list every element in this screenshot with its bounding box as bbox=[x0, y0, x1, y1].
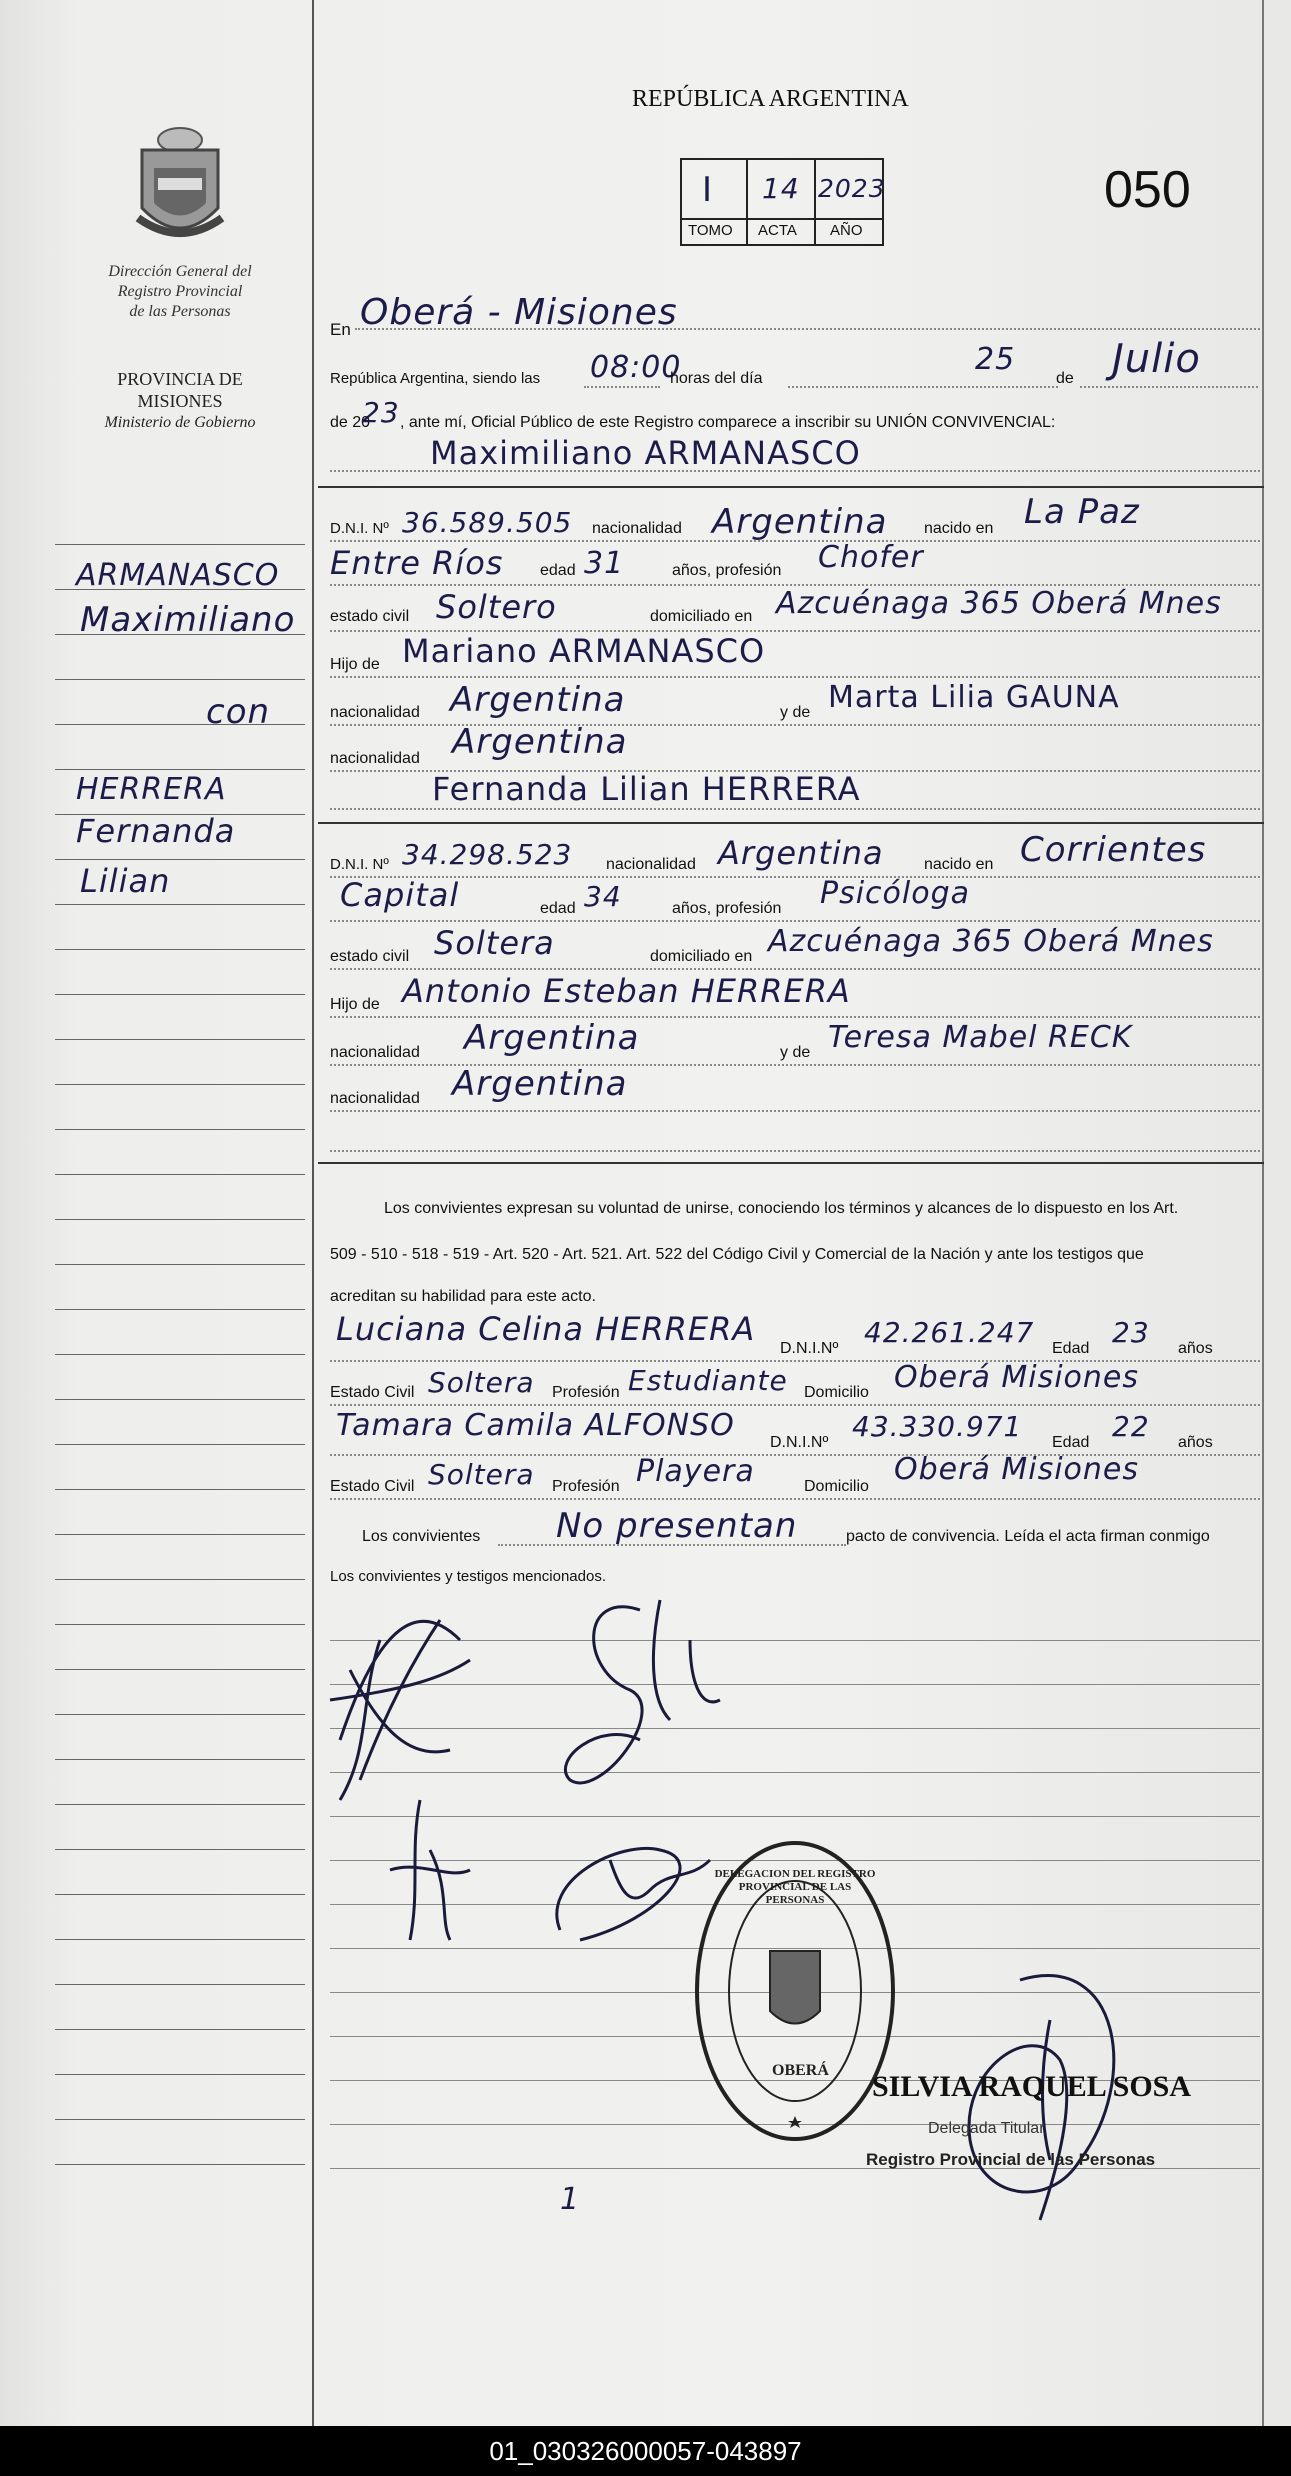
p2-father-nac-label: nacionalidad bbox=[330, 1044, 420, 1061]
misiones-crest-icon bbox=[130, 118, 230, 253]
record-box bbox=[680, 158, 884, 246]
p2-prof-label: años, profesión bbox=[672, 900, 782, 917]
p1-father-nac-label: nacionalidad bbox=[330, 704, 420, 721]
p1-father: Mariano ARMANASCO bbox=[402, 632, 766, 670]
acta-label: ACTA bbox=[758, 222, 797, 239]
p2-civil-label: estado civil bbox=[330, 948, 410, 965]
w2-name: Tamara Camila ALFONSO bbox=[336, 1408, 735, 1443]
p2-father-nationality: Argentina bbox=[464, 1018, 640, 1058]
p2-civil: Soltera bbox=[434, 924, 555, 962]
margin-rule bbox=[55, 1174, 305, 1175]
margin-name-4: Fernanda bbox=[76, 812, 236, 850]
p2-profession: Psicóloga bbox=[820, 876, 971, 911]
margin-rule bbox=[55, 544, 305, 545]
margin-rule bbox=[55, 859, 305, 860]
margin-rule bbox=[55, 1669, 305, 1670]
margin-rule bbox=[55, 1309, 305, 1310]
seal-ring-text: DELEGACION DEL REGISTRO PROVINCIAL DE LAS PERSONAS bbox=[714, 1868, 876, 1906]
margin-rule bbox=[55, 1894, 305, 1895]
signature-convivient-1 bbox=[320, 1580, 480, 1810]
p2-address: Azcuénaga 365 Oberá Mnes bbox=[768, 924, 1214, 959]
place-value: Oberá - Misiones bbox=[360, 292, 678, 333]
margin-rule bbox=[55, 1444, 305, 1445]
p2-nac-label: nacionalidad bbox=[606, 856, 696, 873]
p1-age: 31 bbox=[584, 546, 625, 581]
margin-name-2: Maximiliano bbox=[80, 600, 296, 640]
p1-mother-nac-label: nacionalidad bbox=[330, 750, 420, 767]
w2-civil-label: Estado Civil bbox=[330, 1478, 415, 1495]
margin-rule bbox=[55, 1939, 305, 1940]
margin-rule bbox=[55, 2029, 305, 2030]
w1-dom-label: Domicilio bbox=[804, 1384, 869, 1401]
w2-dom-label: Domicilio bbox=[804, 1478, 869, 1495]
closing-line-2: Los convivientes y testigos mencionados. bbox=[330, 1568, 606, 1585]
de20-label: de 20 bbox=[330, 414, 371, 431]
bottom-mark: 1 bbox=[560, 2182, 581, 2217]
official-title: Delegada Titular bbox=[928, 2120, 1045, 2137]
month-value: Julio bbox=[1112, 336, 1201, 382]
pact-value: No presentan bbox=[556, 1506, 798, 1546]
margin-rule bbox=[55, 949, 305, 950]
margin-rule bbox=[55, 904, 305, 905]
acta-value: 14 bbox=[762, 172, 800, 205]
w2-dni-label: D.N.I.Nº bbox=[770, 1434, 829, 1451]
anio-value: 2023 bbox=[818, 174, 886, 203]
margin-rule bbox=[55, 2164, 305, 2165]
margin-rule bbox=[55, 994, 305, 995]
w1-civil: Soltera bbox=[428, 1366, 535, 1399]
p2-hijo-label: Hijo de bbox=[330, 996, 380, 1013]
province-line: PROVINCIA DE bbox=[117, 369, 243, 389]
margin-rule bbox=[55, 1219, 305, 1220]
margin-rule bbox=[55, 1579, 305, 1580]
margin-rule bbox=[55, 1039, 305, 1040]
p2-birthplace-b: Capital bbox=[340, 876, 460, 914]
p2-dni-label: D.N.I. Nº bbox=[330, 856, 389, 873]
margin-rule bbox=[55, 1804, 305, 1805]
republica-label: República Argentina, siendo las bbox=[330, 370, 541, 387]
p1-dom-label: domiciliado en bbox=[650, 608, 753, 625]
margin-rule bbox=[55, 1984, 305, 1985]
p1-yde-label: y de bbox=[780, 704, 811, 721]
w1-profession: Estudiante bbox=[628, 1364, 788, 1397]
margin-divider bbox=[312, 0, 314, 2426]
right-edge-rule bbox=[1262, 0, 1264, 2426]
w2-prof-label: Profesión bbox=[552, 1478, 620, 1495]
scan-identifier: 01_030326000057-043897 bbox=[0, 2426, 1291, 2476]
p1-mother-nationality: Argentina bbox=[452, 722, 628, 762]
margin-rule bbox=[55, 1399, 305, 1400]
p1-profession: Chofer bbox=[818, 540, 924, 575]
p2-dom-label: domiciliado en bbox=[650, 948, 753, 965]
w2-edad-label: Edad bbox=[1052, 1434, 1090, 1451]
w1-age: 23 bbox=[1112, 1316, 1150, 1349]
margin-connector: con bbox=[206, 692, 271, 732]
horas-label: horas del día bbox=[670, 370, 763, 387]
p1-dni-label: D.N.I. Nº bbox=[330, 520, 389, 537]
margin-rule bbox=[55, 1489, 305, 1490]
p2-nacido-label: nacido en bbox=[924, 856, 994, 873]
p2-dni-value: 34.298.523 bbox=[402, 838, 573, 871]
p1-nacido-label: nacido en bbox=[924, 520, 994, 537]
official-name: SILVIA RAQUEL SOSA bbox=[872, 2070, 1192, 2103]
statement-text: , ante mí, Oficial Público de este Registro comparece a inscribir su UNIÓN CONVIVENCIAL: bbox=[400, 414, 1056, 431]
tomo-value: I bbox=[702, 170, 714, 210]
legal-line-2: 509 - 510 - 518 - 519 - Art. 520 - Art. 521. Art. 522 del Código Civil y Comercial de la Nación y ante los testigos que bbox=[330, 1246, 1144, 1263]
p1-nationality: Argentina bbox=[712, 502, 888, 542]
p1-dni-value: 36.589.505 bbox=[402, 506, 573, 539]
office-line: de las Personas bbox=[129, 303, 231, 320]
margin-rule bbox=[55, 1354, 305, 1355]
margin-rule bbox=[55, 2119, 305, 2120]
p1-edad-label: edad bbox=[540, 562, 576, 579]
p1-address: Azcuénaga 365 Oberá Mnes bbox=[776, 586, 1222, 621]
p2-father: Antonio Esteban HERRERA bbox=[402, 972, 851, 1010]
p2-mother-nationality: Argentina bbox=[452, 1064, 628, 1104]
margin-rule bbox=[55, 1714, 305, 1715]
legal-line-1: Los convivientes expresan su voluntad de unirse, conociendo los términos y alcances de lo dispuesto en los Art. bbox=[384, 1200, 1179, 1217]
pact-suffix: pacto de convivencia. Leída el acta firman conmigo bbox=[846, 1528, 1210, 1545]
year-value: 23 bbox=[362, 396, 400, 429]
ministry-line: Ministerio de Gobierno bbox=[104, 414, 256, 431]
office-line: Registro Provincial bbox=[117, 283, 243, 300]
p1-mother: Marta Lilia GAUNA bbox=[828, 680, 1120, 715]
p1-civil: Soltero bbox=[436, 588, 557, 626]
republic-heading: REPÚBLICA ARGENTINA bbox=[632, 86, 909, 112]
en-label: En bbox=[330, 320, 351, 339]
province-line: MISIONES bbox=[137, 391, 223, 411]
tomo-label: TOMO bbox=[688, 222, 733, 239]
section-divider bbox=[318, 822, 1264, 824]
w1-civil-label: Estado Civil bbox=[330, 1384, 415, 1401]
p2-nationality: Argentina bbox=[718, 834, 884, 872]
w1-prof-label: Profesión bbox=[552, 1384, 620, 1401]
margin-rule bbox=[55, 2074, 305, 2075]
anio-label: AÑO bbox=[830, 222, 863, 239]
person2-fullname: Fernanda Lilian HERRERA bbox=[432, 770, 861, 808]
p1-birthplace-b: Entre Ríos bbox=[330, 544, 504, 582]
w1-address: Oberá Misiones bbox=[894, 1360, 1140, 1395]
section-divider bbox=[318, 486, 1264, 488]
w2-age: 22 bbox=[1112, 1410, 1150, 1443]
de-label: de bbox=[1056, 370, 1074, 387]
seal-city: OBERÁ bbox=[772, 2062, 829, 2079]
p2-age: 34 bbox=[584, 880, 622, 913]
signature-witness-1 bbox=[380, 1790, 480, 1950]
p1-nac-label: nacionalidad bbox=[592, 520, 682, 537]
margin-rule bbox=[55, 769, 305, 770]
office-line: Dirección General del bbox=[108, 263, 252, 280]
margin-name-3: HERRERA bbox=[76, 772, 227, 807]
section-divider bbox=[318, 1162, 1264, 1164]
p1-hijo-label: Hijo de bbox=[330, 656, 380, 673]
margin-name-5: Lilian bbox=[80, 862, 171, 900]
w1-dni-label: D.N.I.Nº bbox=[780, 1340, 839, 1357]
margin-rule bbox=[55, 1624, 305, 1625]
margin-rule bbox=[55, 679, 305, 680]
w2-dni: 43.330.971 bbox=[852, 1410, 1023, 1443]
w1-anos-label: años bbox=[1178, 1340, 1213, 1357]
person1-fullname: Maximiliano ARMANASCO bbox=[430, 434, 861, 472]
legal-line-3: acreditan su habilidad para este acto. bbox=[330, 1288, 596, 1305]
page-number: 050 bbox=[1104, 161, 1191, 219]
p1-prof-label: años, profesión bbox=[672, 562, 782, 579]
margin-rule bbox=[55, 1129, 305, 1130]
p2-yde-label: y de bbox=[780, 1044, 811, 1061]
margin-rule bbox=[55, 1264, 305, 1265]
w2-address: Oberá Misiones bbox=[894, 1452, 1140, 1487]
margin-rule bbox=[55, 1759, 305, 1760]
p2-edad-label: edad bbox=[540, 900, 576, 917]
p2-mother-nac-label: nacionalidad bbox=[330, 1090, 420, 1107]
official-office: Registro Provincial de las Personas bbox=[866, 2150, 1156, 2169]
margin-rule bbox=[55, 1849, 305, 1850]
signature-convivient-2 bbox=[540, 1580, 740, 1810]
margin-rule bbox=[55, 1084, 305, 1085]
p1-civil-label: estado civil bbox=[330, 608, 410, 625]
w1-name: Luciana Celina HERRERA bbox=[336, 1310, 756, 1348]
conv-label: Los convivientes bbox=[362, 1528, 481, 1545]
w1-edad-label: Edad bbox=[1052, 1340, 1090, 1357]
w2-anos-label: años bbox=[1178, 1434, 1213, 1451]
hour-value: 08:00 bbox=[590, 350, 682, 385]
p2-mother: Teresa Mabel RECK bbox=[828, 1020, 1133, 1055]
p2-birthplace-a: Corrientes bbox=[1020, 830, 1207, 870]
w2-profession: Playera bbox=[636, 1454, 755, 1489]
w1-dni: 42.261.247 bbox=[864, 1316, 1035, 1349]
w2-civil: Soltera bbox=[428, 1458, 535, 1491]
margin-rule bbox=[55, 1534, 305, 1535]
p1-father-nationality: Argentina bbox=[450, 680, 626, 720]
day-value: 25 bbox=[975, 342, 1016, 377]
margin-name-1: ARMANASCO bbox=[76, 558, 280, 593]
p1-birthplace-a: La Paz bbox=[1024, 492, 1140, 532]
